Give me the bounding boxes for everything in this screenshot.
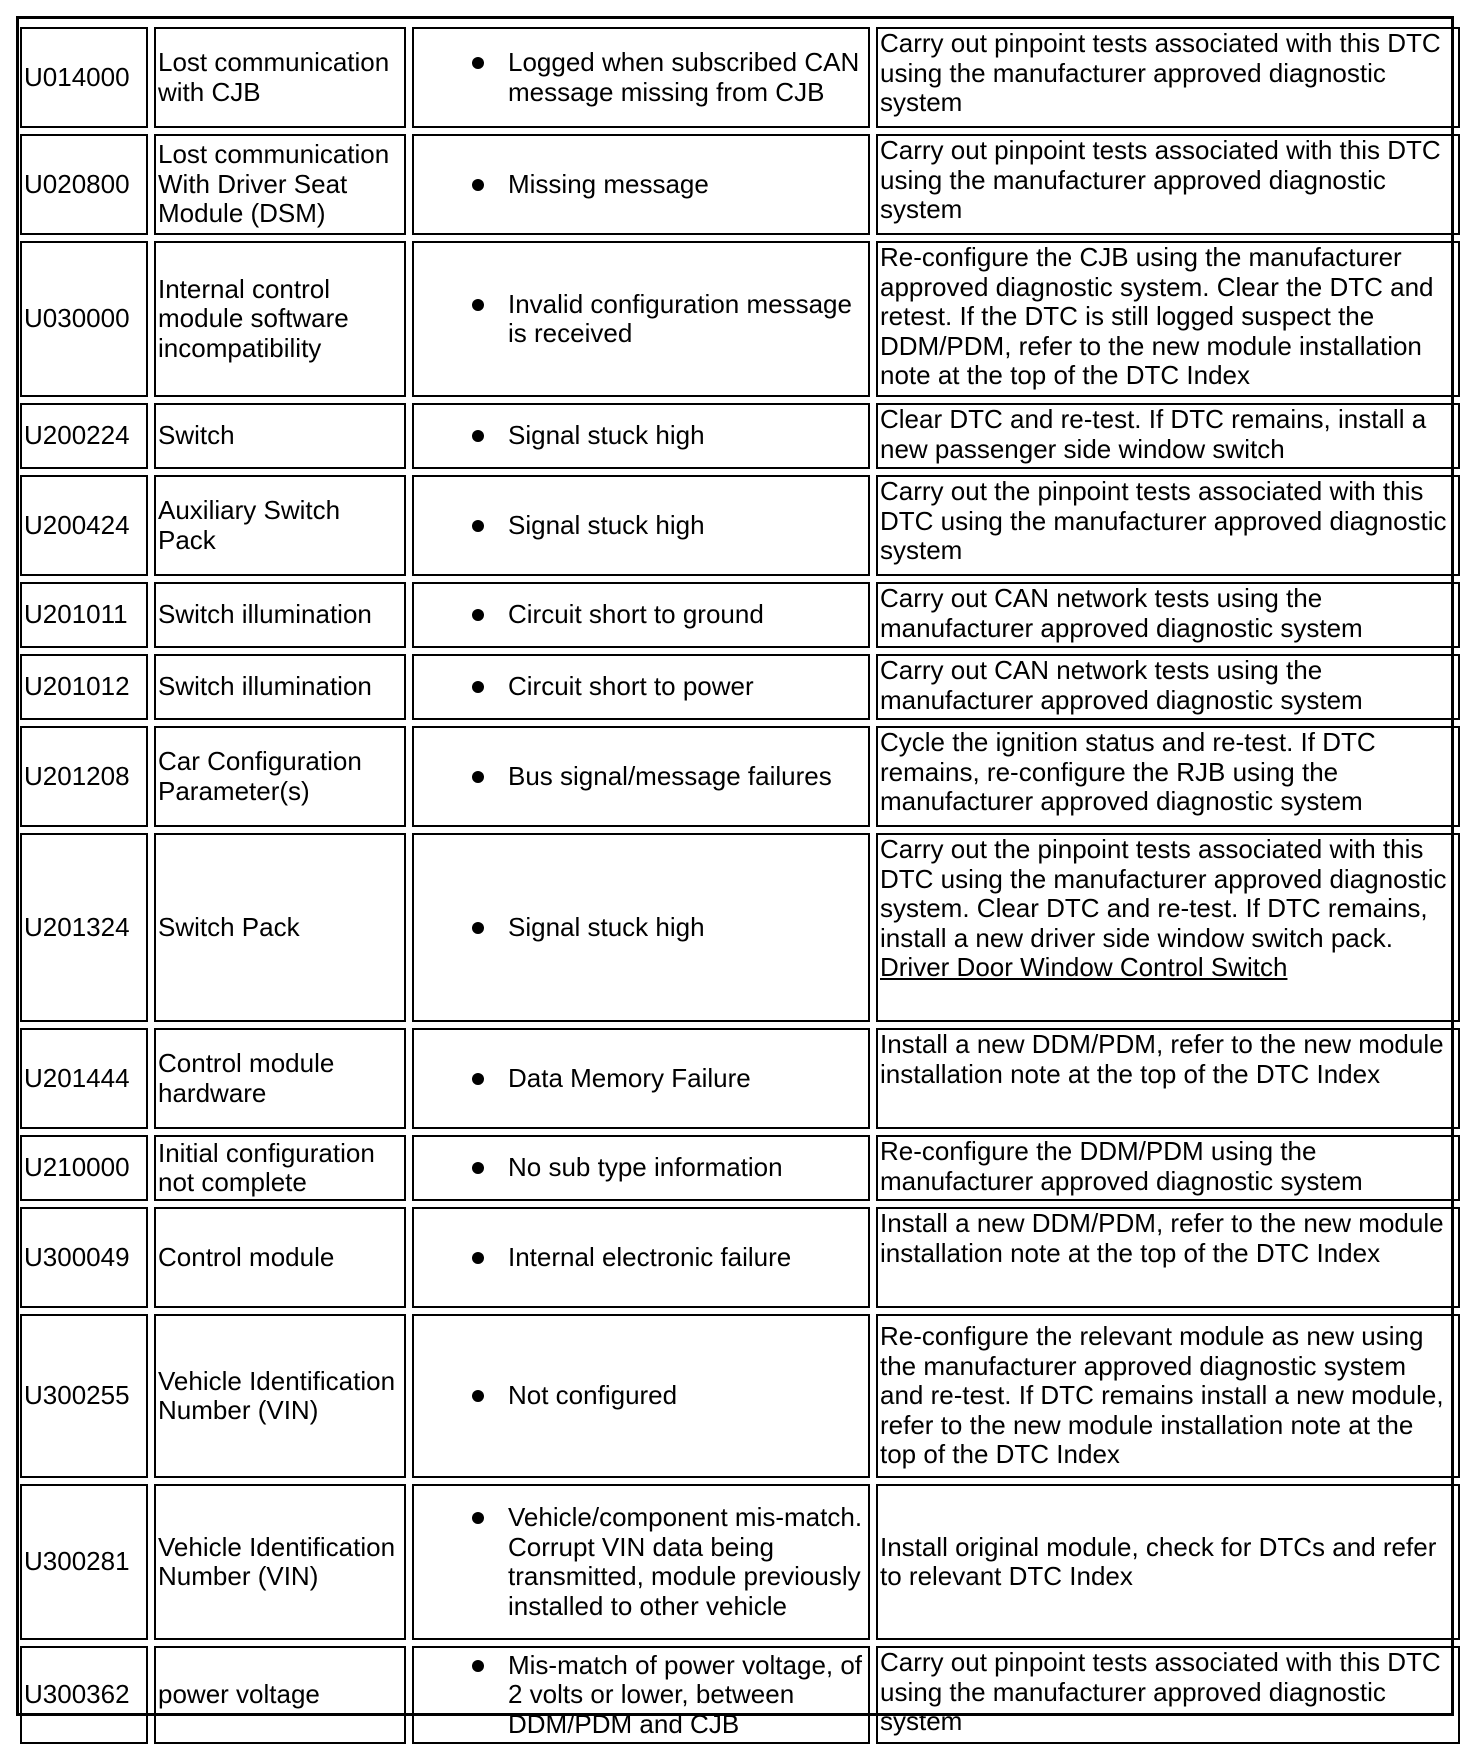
table-row [20, 403, 1460, 469]
dtc-code: U300255 [20, 1314, 148, 1478]
dtc-code: U300281 [20, 1484, 148, 1640]
table-row [20, 475, 1460, 576]
component: Lost communication With Driver Seat Module (DSM) [154, 134, 406, 235]
bullet-icon [472, 1252, 484, 1264]
component: Internal control module software incompatibility [154, 241, 406, 397]
table-row [20, 833, 1460, 1022]
condition-text: Data Memory Failure [508, 1062, 751, 1093]
action: Re-configure the CJB using the manufacturer approved diagnostic system. Clear the DTC and retest. If the DTC is still logged suspect the DDM/PDM, refer to the new module installation note at the top of the DTC Index [876, 241, 1460, 397]
component: Switch illumination [154, 654, 406, 720]
action-text: Carry out the pinpoint tests associated with this DTC using the manufacturer approved diagnostic system. Clear DTC and re-test. If DTC remains, install a new driver side window switch pack. [880, 834, 1447, 953]
table-row [20, 654, 1460, 720]
action: Clear DTC and re-test. If DTC remains, install a new passenger side window switch [876, 403, 1460, 469]
condition-text: Missing message [508, 168, 709, 199]
condition-text: Circuit short to power [508, 671, 754, 702]
condition [412, 241, 870, 397]
component: power voltage [154, 1646, 406, 1744]
bullet-icon [472, 1660, 484, 1672]
condition-text: Vehicle/component mis-match. Corrupt VIN data being transmitted, module previously installed to other vehicle [508, 1502, 863, 1621]
dtc-code: U014000 [20, 27, 148, 128]
component: Lost communication with CJB [154, 27, 406, 128]
bullet-icon [472, 1390, 484, 1402]
action: Re-configure the DDM/PDM using the manufacturer approved diagnostic system [876, 1135, 1460, 1201]
bullet-icon [472, 922, 484, 934]
action: Cycle the ignition status and re-test. If DTC remains, re-configure the RJB using the manufacturer approved diagnostic system [876, 726, 1460, 827]
condition-text: Mis-match of power voltage, of 2 volts or lower, between DDM/PDM and CJB [508, 1649, 863, 1739]
dtc-code: U030000 [20, 241, 148, 397]
bullet-icon [472, 520, 484, 532]
condition-text: Logged when subscribed CAN message missing from CJB [508, 47, 860, 107]
bullet-icon [472, 57, 484, 69]
condition-text: Signal stuck high [508, 509, 705, 540]
component: Auxiliary Switch Pack [154, 475, 406, 576]
bullet-icon [472, 1073, 484, 1085]
dtc-code: U300362 [20, 1646, 148, 1744]
condition-text: Internal electronic failure [508, 1241, 792, 1272]
action: Carry out pinpoint tests associated with this DTC using the manufacturer approved diagnostic system [876, 27, 1460, 128]
condition-text: Invalid configuration message is received [508, 288, 852, 348]
bullet-icon [472, 430, 484, 442]
component: Vehicle Identification Number (VIN) [154, 1484, 406, 1640]
table-row [20, 1484, 1460, 1640]
component: Control module [154, 1207, 406, 1308]
component: Control module hardware [154, 1028, 406, 1129]
dtc-code: U200224 [20, 403, 148, 469]
bullet-icon [472, 179, 484, 191]
table-row [20, 1314, 1460, 1478]
bullet-icon [472, 609, 484, 621]
table-row [20, 1646, 1460, 1744]
condition-text: Signal stuck high [508, 420, 705, 451]
table-row [20, 1028, 1460, 1129]
condition [412, 833, 870, 1022]
dtc-code: U201011 [20, 582, 148, 648]
component: Switch illumination [154, 582, 406, 648]
table-row [20, 1207, 1460, 1308]
bullet-icon [472, 1512, 484, 1524]
component: Vehicle Identification Number (VIN) [154, 1314, 406, 1478]
dtc-code: U201444 [20, 1028, 148, 1129]
bullet-icon [472, 771, 484, 783]
condition [412, 27, 870, 128]
condition [412, 1207, 870, 1308]
bullet-icon [472, 1162, 484, 1174]
condition [412, 582, 870, 648]
action: Carry out CAN network tests using the manufacturer approved diagnostic system [876, 654, 1460, 720]
condition [412, 1646, 870, 1744]
action: Install a new DDM/PDM, refer to the new module installation note at the top of the DTC Index [876, 1028, 1460, 1129]
condition-text: Signal stuck high [508, 911, 705, 942]
action: Re-configure the relevant module as new using the manufacturer approved diagnostic system and re-test. If DTC remains install a new module, refer to the new module installation note at the top of the DTC Index [876, 1314, 1460, 1478]
table-row [20, 134, 1460, 235]
dtc-code: U201324 [20, 833, 148, 1022]
condition [412, 134, 870, 235]
condition [412, 1028, 870, 1129]
action: Install original module, check for DTCs and refer to relevant DTC Index [876, 1484, 1460, 1640]
table-row [20, 1135, 1460, 1201]
dtc-code: U300049 [20, 1207, 148, 1308]
component: Switch [154, 403, 406, 469]
table-row [20, 241, 1460, 397]
driver-door-window-control-switch-link[interactable]: Driver Door Window Control Switch [880, 952, 1288, 982]
condition [412, 1314, 870, 1478]
condition [412, 1135, 870, 1201]
dtc-code: U201208 [20, 726, 148, 827]
action: Install a new DDM/PDM, refer to the new module installation note at the top of the DTC Index [876, 1207, 1460, 1308]
action: Carry out pinpoint tests associated with this DTC using the manufacturer approved diagnostic system [876, 1646, 1460, 1744]
dtc-code: U020800 [20, 134, 148, 235]
bullet-icon [472, 299, 484, 311]
table-row [20, 27, 1460, 128]
table-row [20, 582, 1460, 648]
condition-text: Bus signal/message failures [508, 760, 832, 791]
component: Car Configuration Parameter(s) [154, 726, 406, 827]
dtc-code: U210000 [20, 1135, 148, 1201]
condition [412, 403, 870, 469]
action: Carry out the pinpoint tests associated with this DTC using the manufacturer approved diagnostic system [876, 475, 1460, 576]
dtc-code: U201012 [20, 654, 148, 720]
condition [412, 1484, 870, 1640]
action: Carry out pinpoint tests associated with this DTC using the manufacturer approved diagnostic system [876, 134, 1460, 235]
bullet-icon [472, 681, 484, 693]
condition-text: No sub type information [508, 1152, 783, 1183]
component: Switch Pack [154, 833, 406, 1022]
condition [412, 475, 870, 576]
action: Carry out CAN network tests using the manufacturer approved diagnostic system [876, 582, 1460, 648]
condition-text: Circuit short to ground [508, 599, 764, 630]
condition-text: Not configured [508, 1380, 678, 1411]
dtc-table [14, 21, 1466, 1750]
component: Initial configuration not complete [154, 1135, 406, 1201]
dtc-code: U200424 [20, 475, 148, 576]
table-row [20, 726, 1460, 827]
condition [412, 654, 870, 720]
condition [412, 726, 870, 827]
action [876, 833, 1460, 1022]
